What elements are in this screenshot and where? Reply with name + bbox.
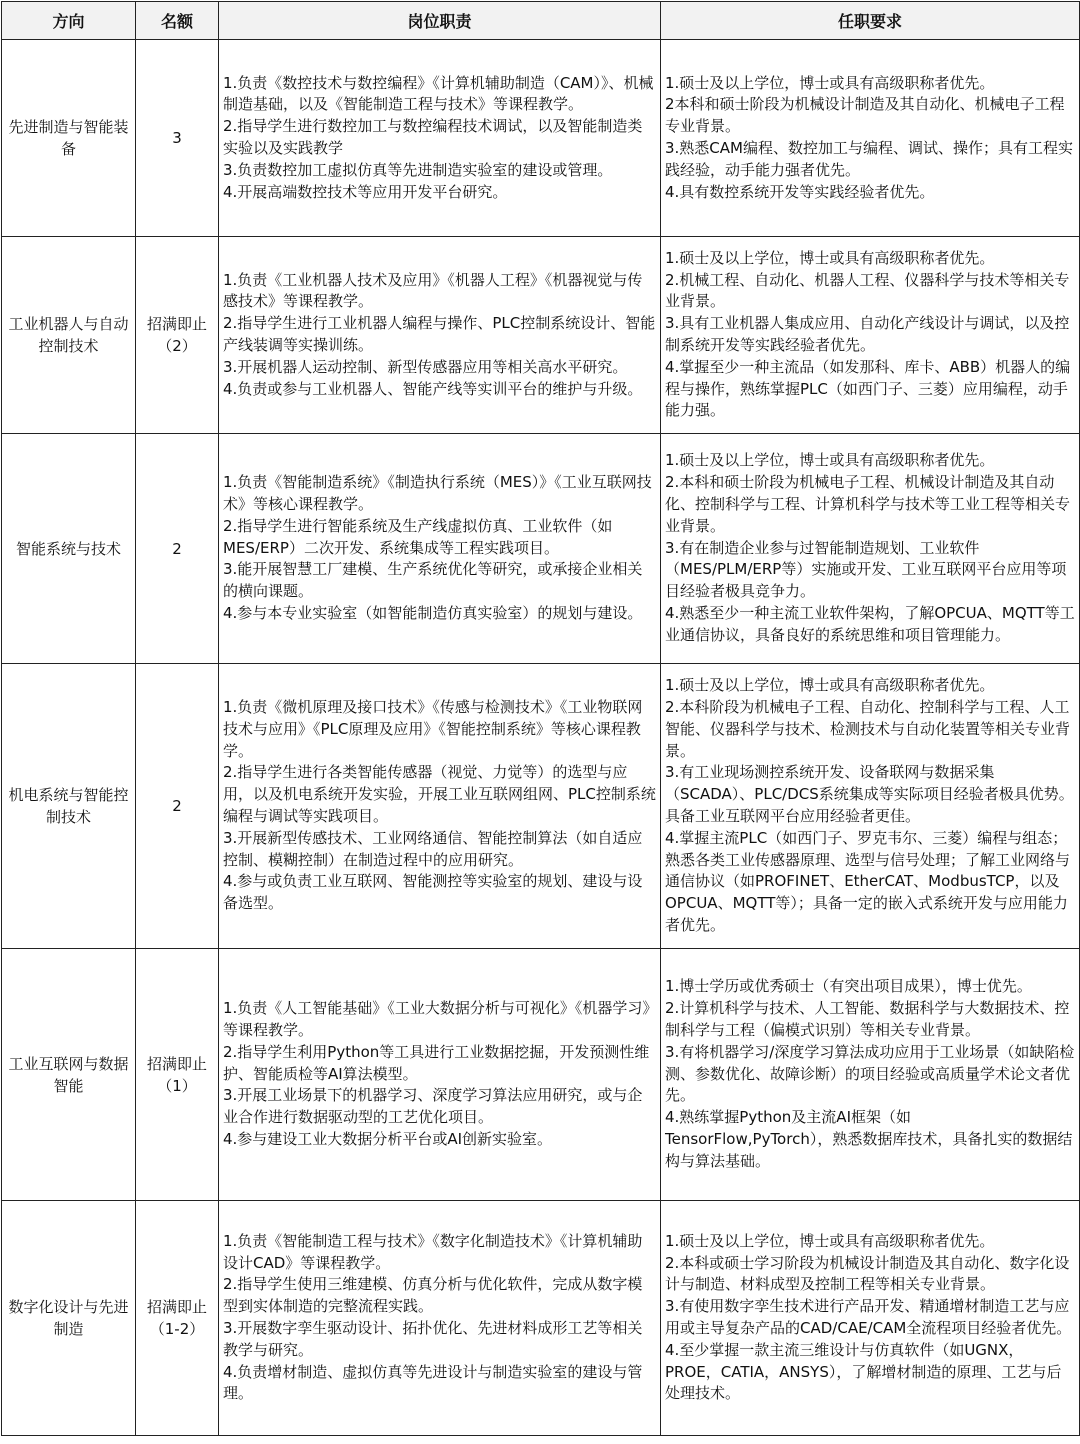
requirement-item: 1.硕士及以上学位，博士或具有高级职称者优先。 bbox=[665, 248, 995, 267]
table-row bbox=[2, 237, 1080, 434]
quota-cell: 招满即止（1） bbox=[136, 949, 219, 1201]
requirements-cell bbox=[661, 434, 1080, 664]
requirement-item: 2.机械工程、自动化、机器人工程、仪器科学与技术等相关专业背景。 bbox=[665, 270, 1070, 311]
requirement-item: 4.掌握主流PLC（如西门子、罗克韦尔、三菱）编程与组态；熟悉各类工业传感器原理、选型与信号处理；了解工业网络与通信协议（如PROFINET、EtherCAT、ModbusTCP，以及OPCUA、MQTT等）；具备一定的嵌入式系统开发与应用能力者优先。 bbox=[665, 828, 1071, 934]
requirement-item: 3.熟悉CAM编程、数控加工与编程、调试、操作；具有工程实践经验，动手能力强者优先。 bbox=[665, 139, 1073, 179]
requirements-cell bbox=[661, 949, 1080, 1201]
duty-item: 3.开展新型传感技术、工业网络通信、智能控制算法（如自适应控制、模糊控制）在制造过程中的应用研究。 bbox=[223, 828, 643, 869]
direction-cell: 机电系统与智能控制技术 bbox=[2, 664, 136, 949]
duty-item: 3.能开展智慧工厂建模、生产系统优化等研究，或承接企业相关的横向课题。 bbox=[223, 560, 643, 601]
direction-cell: 先进制造与智能装备 bbox=[2, 40, 136, 237]
duty-item: 2.指导学生利用Python等工具进行工业数据挖掘，开发预测性维护、智能质检等AI算法模型。 bbox=[223, 1042, 650, 1083]
requirement-item: 2.本科和硕士阶段为机械电子工程、机械设计制造及其自动化、控制科学与工程、计算机科学与技术等工业工程等相关专业背景。 bbox=[665, 473, 1071, 535]
quota-cell: 2 bbox=[136, 664, 219, 949]
duty-item: 1.负责《智能制造系统》《制造执行系统（MES）》《工业互联网技术》等核心课程教学。 bbox=[223, 473, 652, 513]
requirement-item: 4.掌握至少一种主流品（如发那科、库卡、ABB）机器人的编程与操作，熟练掌握PLC（如西门子、三菱）应用编程，动手能力强。 bbox=[665, 357, 1071, 420]
requirement-item: 1.硕士及以上学位，博士或具有高级职称者优先。 bbox=[665, 676, 995, 695]
duty-item: 4.参与或负责工业互联网、智能测控等实验室的规划、建设与设备选型。 bbox=[223, 872, 643, 913]
header-requirements: 任职要求 bbox=[661, 2, 1080, 40]
duties-cell bbox=[219, 664, 661, 949]
duties-cell bbox=[219, 949, 661, 1201]
duty-item: 2.指导学生进行数控加工与数控编程技术调试，以及智能制造类实验以及实践教学 bbox=[223, 117, 643, 157]
duty-item: 3.开展数字孪生驱动设计、拓扑优化、先进材料成形工艺等相关教学与研究。 bbox=[223, 1319, 643, 1359]
table-row bbox=[2, 434, 1080, 664]
duty-item: 3.负责数控加工虚拟仿真等先进制造实验室的建设或管理。 bbox=[223, 160, 613, 179]
requirements-cell bbox=[661, 1201, 1080, 1436]
requirement-item: 1.博士学历或优秀硕士（有突出项目成果），博士优先。 bbox=[665, 977, 1032, 996]
direction-cell: 数字化设计与先进制造 bbox=[2, 1201, 136, 1436]
duty-item: 3.开展机器人运动控制、新型传感器应用等相关高水平研究。 bbox=[223, 357, 628, 376]
requirement-item: 3.有将机器学习/深度学习算法成功应用于工业场景（如缺陷检测、参数优化、故障诊断）的项目经验或高质量学术论文者优先。 bbox=[665, 1042, 1075, 1105]
table-row bbox=[2, 1201, 1080, 1436]
quota-cell: 3 bbox=[136, 40, 219, 237]
duty-item: 4.参与本专业实验室（如智能制造仿真实验室）的规划与建设。 bbox=[223, 603, 643, 622]
duty-item: 1.负责《数控技术与数控编程》《计算机辅助制造（CAM）》、机械制造基础，以及《智能制造工程与技术》等课程教学。 bbox=[223, 73, 654, 114]
table-row bbox=[2, 664, 1080, 949]
requirement-item: 2.计算机科学与技术、人工智能、数据科学与大数据技术、控制科学与工程（偏模式识别）等相关专业背景。 bbox=[665, 999, 1070, 1039]
requirement-item: 2.本科或硕士学习阶段为机械设计制造及其自动化、数字化设计与制造、材料成型及控制工程等相关专业背景。 bbox=[665, 1253, 1070, 1294]
requirement-item: 4.具有数控系统开发等实践经验者优先。 bbox=[665, 182, 935, 201]
duty-item: 2.指导学生进行工业机器人编程与操作、PLC控制系统设计、智能产线装调等实操训练。 bbox=[223, 314, 656, 354]
requirement-item: 2本科和硕士阶段为机械设计制造及其自动化、机械电子工程专业背景。 bbox=[665, 95, 1065, 136]
requirement-item: 3.有使用数字孪生技术进行产品开发、精通增材制造工艺与应用或主导复杂产品的CAD/CAE/CAM全流程项目经验者优先。 bbox=[665, 1297, 1072, 1337]
requirement-item: 4.至少掌握一款主流三维设计与仿真软件（如UGNX，PROE，CATIA，ANSYS），了解增材制造的原理、工艺与后处理技术。 bbox=[665, 1340, 1062, 1403]
requirement-item: 3.具有工业机器人集成应用、自动化产线设计与调试，以及控制系统开发等实践经验者优先。 bbox=[665, 314, 1070, 354]
table-row bbox=[2, 40, 1080, 237]
duty-item: 2.指导学生进行各类智能传感器（视觉、力觉等）的选型与应用，以及机电系统开发实验，开展工业互联网组网、PLC控制系统编程与调试等实践项目。 bbox=[223, 763, 656, 825]
duty-item: 2.指导学生使用三维建模、仿真分析与优化软件，完成从数字模型到实体制造的完整流程实践。 bbox=[223, 1275, 643, 1316]
duty-item: 2.指导学生进行智能系统及生产线虚拟仿真、工业软件（如MES/ERP）二次开发、系统集成等工程实践项目。 bbox=[223, 516, 613, 557]
requirement-item: 4.熟练掌握Python及主流AI框架（如TensorFlow,PyTorch），熟悉数据库技术，具备扎实的数据结构与算法基础。 bbox=[665, 1108, 1073, 1170]
duty-item: 3.开展工业场景下的机器学习、深度学习算法应用研究，或与企业合作进行数据驱动型的工艺优化项目。 bbox=[223, 1086, 643, 1127]
requirement-item: 3.有工业现场测控系统开发、设备联网与数据采集（SCADA）、PLC/DCS系统集成等实际项目经验者极具优势。具备工业互联网平台应用经验者更佳。 bbox=[665, 763, 1074, 825]
duty-item: 4.开展高端数控技术等应用开发平台研究。 bbox=[223, 182, 508, 201]
requirement-item: 2.本科阶段为机械电子工程、自动化、控制科学与工程、人工智能、仪器科学与技术、检测技术与自动化装置等相关专业背景。 bbox=[665, 698, 1071, 760]
duty-item: 1.负责《微机原理及接口技术》《传感与检测技术》《工业物联网技术与应用》《PLC原理及应用》《智能控制系统》等核心课程教学。 bbox=[223, 698, 643, 760]
requirement-item: 1.硕士及以上学位，博士或具有高级职称者优先。 bbox=[665, 1231, 995, 1250]
direction-cell: 智能系统与技术 bbox=[2, 434, 136, 664]
header-direction: 方向 bbox=[2, 2, 136, 40]
duty-item: 4.参与建设工业大数据分析平台或AI创新实验室。 bbox=[223, 1129, 552, 1148]
requirement-item: 3.有在制造企业参与过智能制造规划、工业软件（MES/PLM/ERP等）实施或开发、工业互联网平台应用等项目经验者极具竞争力。 bbox=[665, 538, 1067, 601]
duties-cell bbox=[219, 434, 661, 664]
header-duties: 岗位职责 bbox=[219, 2, 661, 40]
requirements-cell bbox=[661, 237, 1080, 434]
table-row bbox=[2, 949, 1080, 1201]
duty-item: 1.负责《人工智能基础》《工业大数据分析与可视化》《机器学习》等课程教学。 bbox=[223, 999, 650, 1039]
recruitment-table bbox=[1, 1, 1080, 1436]
duty-item: 1.负责《智能制造工程与技术》《数字化制造技术》《计算机辅助设计CAD》等课程教学。 bbox=[223, 1231, 643, 1272]
quota-cell: 2 bbox=[136, 434, 219, 664]
duty-item: 4.负责或参与工业机器人、智能产线等实训平台的维护与升级。 bbox=[223, 379, 643, 398]
header-quota: 名额 bbox=[136, 2, 219, 40]
quota-cell: 招满即止（2） bbox=[136, 237, 219, 434]
duty-item: 4.负责增材制造、虚拟仿真等先进设计与制造实验室的建设与管理。 bbox=[223, 1362, 643, 1403]
direction-cell: 工业互联网与数据智能 bbox=[2, 949, 136, 1201]
duties-cell bbox=[219, 237, 661, 434]
requirements-cell bbox=[661, 40, 1080, 237]
requirements-cell bbox=[661, 664, 1080, 949]
duties-cell bbox=[219, 1201, 661, 1436]
requirement-item: 4.熟悉至少一种主流工业软件架构，了解OPCUA、MQTT等工业通信协议，具备良好的系统思维和项目管理能力。 bbox=[665, 603, 1075, 644]
requirement-item: 1.硕士及以上学位，博士或具有高级职称者优先。 bbox=[665, 73, 995, 92]
duty-item: 1.负责《工业机器人技术及应用》《机器人工程》《机器视觉与传感技术》等课程教学。 bbox=[223, 270, 643, 311]
direction-cell: 工业机器人与自动控制技术 bbox=[2, 237, 136, 434]
requirement-item: 1.硕士及以上学位，博士或具有高级职称者优先。 bbox=[665, 451, 995, 470]
quota-cell: 招满即止（1-2） bbox=[136, 1201, 219, 1436]
header-row bbox=[2, 2, 1080, 40]
duties-cell bbox=[219, 40, 661, 237]
